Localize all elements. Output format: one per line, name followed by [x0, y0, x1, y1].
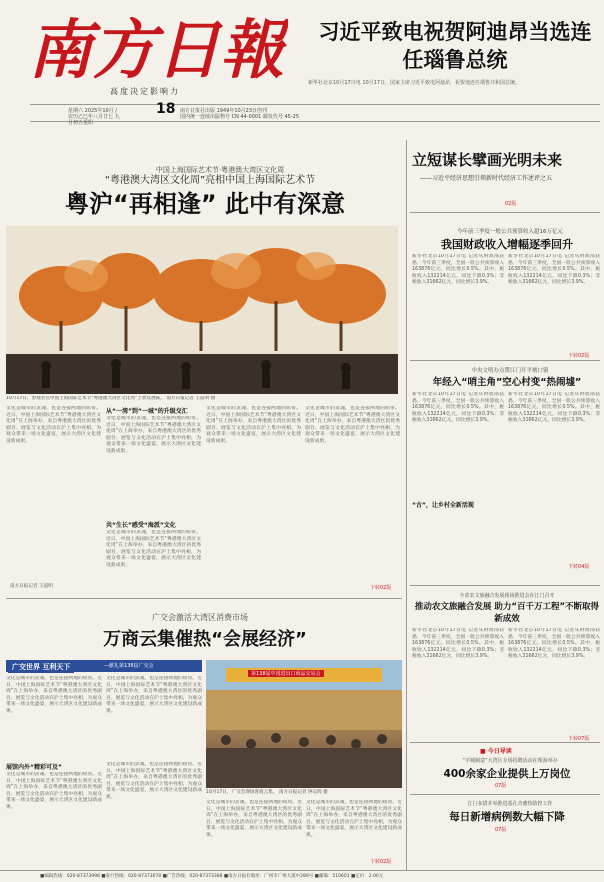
commerce-tag: 广交世界 互利天下: [8, 661, 74, 673]
code-line: 国内统一连续出版物号 CN 44-0001 邮发代号 45-25: [180, 114, 300, 120]
column-divider: [406, 140, 407, 870]
commerce-tag-sub: —献礼第138届广交会: [104, 663, 154, 669]
top-story-snippet: 新华社北京10月17日电 10月17日，国家主席习近平致电阿迪昂，祝贺他连任瑙鲁共和国总统。: [308, 80, 521, 86]
commerce-tag-bar: [6, 660, 202, 672]
today-item1-page[interactable]: 07版: [495, 783, 507, 789]
svg-text:南方日報: 南方日報: [28, 13, 284, 86]
commerce-photo-banner: 第138届中国进出口商品交易会: [248, 670, 324, 677]
today-item1-kicker: “羊城制造”大湾区专场招聘活动在珠海举办: [462, 758, 558, 764]
lead-headline[interactable]: 粤沪“再相逢” 此中有深意: [65, 190, 345, 218]
commerce-body-col3: 文化是城市的灵魂，也是连接两地的纽带。近日，中国上海国际艺术节“粤港澳大湾区文化周”在上海举办，来自粤港澳大湾区的优秀剧目、展览与文化活动在沪上集中亮相，为观众带来一场文化盛宴，展示大湾区文化建设新成果。: [6, 772, 102, 810]
page-number: 18: [156, 101, 176, 117]
section-rule-4: [410, 742, 600, 743]
village-headline[interactable]: 年经入“哨主角”空心村变“热闹墟”: [432, 377, 582, 388]
section-rule-3: [410, 585, 600, 586]
footer-contact-bar: ■编辑热线：020-87373998 ■发行热线：020-87373078 ■广告热线：020-87373388 ■南方日报社地址：广州市广州大道中289号 ■邮编：510601 ■定价：2.00元: [0, 870, 604, 882]
logo-calligraphy-icon: [28, 6, 288, 86]
rural-body-col2: 新华社北京10月17日电 记者从财政部获悉，今年前三季度，全国一般公共预算收入163876亿元，同比增长0.5%。其中，税收收入132214亿元，同比下降0.3%；非税收入31662亿元，同比增长3.9%。: [508, 628, 600, 660]
rural-next-link[interactable]: 下转07版: [568, 736, 590, 742]
village-kicker: 中央文明办点赞江门开平塘口镇: [471, 368, 549, 374]
slogan: 高度决定影响力: [110, 87, 180, 96]
lead-body-col2: 文化是城市的灵魂，也是连接两地的纽带。近日，中国上海国际艺术节“粤港澳大湾区文化周”在上海举办，来自粤港澳大湾区的优秀剧目、展览与文化活动在沪上集中亮相，为观众带来一场文化盛宴，展示大湾区文化建设新成果。: [106, 416, 201, 454]
finance-next-link[interactable]: 下转02版: [568, 353, 590, 359]
rural-headline[interactable]: 推动农文旅融合发展 助力“百千万工程”不断取得新成效: [414, 602, 600, 624]
top-story-headline[interactable]: 习近平致电祝贺阿迪昂当选连任瑙鲁总统: [318, 20, 592, 72]
lead-next-link[interactable]: 下转02版: [370, 585, 392, 591]
today-item2-page[interactable]: 07版: [495, 827, 507, 833]
lead-sidebar-title-2[interactable]: 共“生长”感受“海派”文化: [106, 522, 176, 529]
commerce-body-col2: 文化是城市的灵魂，也是连接两地的纽带。近日，中国上海国际艺术节“粤港澳大湾区文化周”在上海举办，来自粤港澳大湾区的优秀剧目、展览与文化活动在沪上集中亮相，为观众带来一场文化盛宴，展示大湾区文化建设新成果。: [106, 676, 202, 714]
commerce-sub-title[interactable]: 展馆内外“精彩可及”: [6, 764, 62, 771]
right-headline[interactable]: 立短谋长擘画光明未来: [412, 151, 563, 169]
lead-photo: [6, 226, 398, 394]
lead-kicker: 中国上海国际艺术节·粤港澳大湾区文化周: [155, 166, 285, 174]
village-body-col2: 新华社北京10月17日电 记者从财政部获悉，今年前三季度，全国一般公共预算收入163876亿元，同比增长0.5%。其中，税收收入132214亿元，同比下降0.3%；非税收入31662亿元，同比增长3.9%。: [508, 392, 600, 424]
today-item1-headline[interactable]: 400余家企业提供上万岗位: [443, 768, 571, 780]
commerce-photo: [206, 660, 402, 788]
village-body-col1: 新华社北京10月17日电 记者从财政部获悉，今年前三季度，全国一般公共预算收入163876亿元，同比增长0.5%。其中，税收收入132214亿元，同比下降0.3%；非税收入31662亿元，同比增长3.9%。: [412, 392, 504, 424]
today-item2-headline[interactable]: 每日新增病例数大幅下降: [449, 811, 565, 823]
lead-body-col1: 文化是城市的灵魂，也是连接两地的纽带。近日，中国上海国际艺术节“粤港澳大湾区文化周”在上海举办，来自粤港澳大湾区的优秀剧目、展览与文化活动在沪上集中亮相，为观众带来一场文化盛宴，展示大湾区文化建设新成果。: [6, 406, 101, 444]
finance-headline[interactable]: 我国财政收入增幅逐季回升: [441, 238, 573, 251]
lead-body-col4: 文化是城市的灵魂，也是连接两地的纽带。近日，中国上海国际艺术节“粤港澳大湾区文化周”在上海举办，来自粤港澳大湾区的优秀剧目、展览与文化活动在沪上集中亮相，为观众带来一场文化盛宴，展示大湾区文化建设新成果。: [305, 406, 400, 444]
lead-photo-caption: 10月17日，参观者在中国上海国际艺术节“粤港澳大湾区文化周”上欣赏展陈。 南方日报记者 王道明 摄: [6, 396, 216, 401]
finance-kicker: 今年前三季度一般公共预算收入超16万亿元: [457, 229, 563, 235]
finance-body-col1: 新华社北京10月17日电 记者从财政部获悉，今年前三季度，全国一般公共预算收入163876亿元，同比增长0.5%。其中，税收收入132214亿元，同比下降0.3%；非税收入31662亿元，同比增长3.9%。: [412, 254, 504, 286]
today-label-text: 今日导读: [487, 748, 512, 755]
village-next-link[interactable]: 下转04版: [568, 564, 590, 570]
right-subhead: ——习近平经济思想引领新时代经济工作述评之五: [420, 175, 553, 182]
section-rule-1: [410, 212, 600, 213]
finance-body-col2: 新华社北京10月17日电 记者从财政部获悉，今年前三季度，全国一般公共预算收入163876亿元，同比增长0.5%。其中，税收收入132214亿元，同比下降0.3%；非税收入31662亿元，同比增长3.9%。: [508, 254, 600, 286]
lead-subhead: “粤港澳大湾区文化周”亮相中国上海国际艺术节: [104, 175, 316, 186]
commerce-headline[interactable]: 万商云集催热“会展经济”: [103, 629, 307, 650]
commerce-photo-caption: 10月17日，广交会现场客商云集。 南方日报记者 钟志辉 摄: [206, 790, 328, 795]
newspaper-logo: [28, 6, 288, 86]
village-subtitle: “古”，让乡村全新活现: [412, 502, 474, 509]
rural-kicker: 全省农文旅融合发展现场推进会在江门召开: [459, 593, 555, 599]
section-rule-2: [410, 360, 600, 361]
masthead-info-bar: [30, 101, 600, 126]
today-label: ■ 今日导读: [480, 748, 512, 755]
issue-line: 南方日报社出版 1949年10月23日创刊: [180, 108, 268, 114]
today-item2-kicker: 江门多措并举推进基孔肯雅热防控工作: [467, 801, 553, 807]
lead-body-col3: 文化是城市的灵魂，也是连接两地的纽带。近日，中国上海国际艺术节“粤港澳大湾区文化周”在上海举办，来自粤港澳大湾区的优秀剧目、展览与文化活动在沪上集中亮相，为观众带来一场文化盛宴，展示大湾区文化建设新成果。: [206, 406, 301, 444]
lead-sidebar-1: [106, 406, 201, 415]
commerce-body-col4: 文化是城市的灵魂，也是连接两地的纽带。近日，中国上海国际艺术节“粤港澳大湾区文化周”在上海举办，来自粤港澳大湾区的优秀剧目、展览与文化活动在沪上集中亮相，为观众带来一场文化盛宴，展示大湾区文化建设新成果。: [106, 762, 202, 800]
lead-sidebar-2: [106, 520, 201, 529]
autumn-trees-mural-image: [6, 226, 398, 394]
lead-body-col2b: 文化是城市的灵魂，也是连接两地的纽带。近日，中国上海国际艺术节“粤港澳大湾区文化周”在上海举办，来自粤港澳大湾区的优秀剧目、展览与文化活动在沪上集中亮相，为观众带来一场文化盛宴，展示大湾区文化建设新成果。: [106, 530, 201, 568]
commerce-body-col6: 文化是城市的灵魂，也是连接两地的纽带。近日，中国上海国际艺术节“粤港澳大湾区文化周”在上海举办，来自粤港澳大湾区的优秀剧目、展览与文化活动在沪上集中亮相，为观众带来一场文化盛宴，展示大湾区文化建设新成果。: [306, 800, 402, 838]
commerce-body-col5: 文化是城市的灵魂，也是连接两地的纽带。近日，中国上海国际艺术节“粤港澳大湾区文化周”在上海举办，来自粤港澳大湾区的优秀剧目、展览与文化活动在沪上集中亮相，为观众带来一场文化盛宴，展示大湾区文化建设新成果。: [206, 800, 302, 838]
commerce-kicker: 广交会激活大湾区消费市场: [152, 613, 248, 622]
canton-fair-crowd-image: [206, 660, 402, 788]
section-rule-6: [6, 598, 402, 599]
commerce-body-col1: 文化是城市的灵魂，也是连接两地的纽带。近日，中国上海国际艺术节“粤港澳大湾区文化周”在上海举办，来自粤港澳大湾区的优秀剧目、展览与文化活动在沪上集中亮相，为观众带来一场文化盛宴，展示大湾区文化建设新成果。: [6, 676, 102, 714]
rural-body-col1: 新华社北京10月17日电 记者从财政部获悉，今年前三季度，全国一般公共预算收入163876亿元，同比增长0.5%。其中，税收收入132214亿元，同比下降0.3%；非税收入31662亿元，同比增长3.9%。: [412, 628, 504, 660]
date-line: 星期六 2025年10月 / 农历乙巳年八月廿七 九月初五重阳: [68, 108, 120, 126]
lead-sidebar-title-1[interactable]: 从“一湾”到“一城”的升级交汇: [106, 408, 188, 415]
section-rule-5: [410, 794, 600, 795]
commerce-next-link[interactable]: 下转02版: [370, 859, 392, 865]
right-next-link[interactable]: 02版: [505, 201, 517, 207]
lead-byline: 南方日报记者 王道明: [10, 584, 53, 589]
